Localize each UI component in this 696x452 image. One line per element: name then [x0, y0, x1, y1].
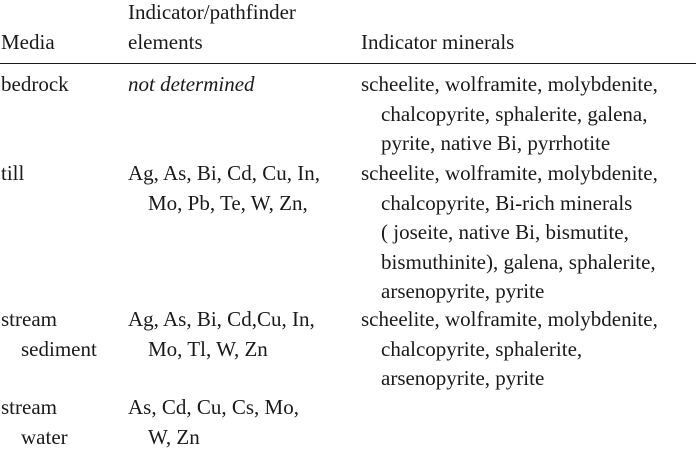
minerals-line: scheelite, wolframite, molybdenite,: [361, 159, 696, 189]
media-line: till: [1, 159, 121, 189]
minerals-line: ( joseite, native Bi, bismutite,: [361, 218, 696, 248]
elements-cell: [128, 70, 354, 100]
media-line: stream: [1, 393, 121, 423]
minerals-cell: [361, 159, 696, 307]
elements-line: not determined: [128, 70, 354, 100]
minerals-line: scheelite, wolframite, molybdenite,: [361, 70, 696, 100]
minerals-cell: [361, 70, 696, 159]
minerals-line: pyrite, native Bi, pyrrhotite: [361, 129, 696, 159]
header-elements: [128, 0, 354, 57]
minerals-line: chalcopyrite, sphalerite,: [361, 335, 696, 365]
media-cell: [1, 70, 121, 100]
elements-line: Mo, Tl, W, Zn: [128, 335, 354, 365]
header-divider: [0, 63, 696, 64]
minerals-line: scheelite, wolframite, molybdenite,: [361, 305, 696, 335]
elements-line: W, Zn: [128, 423, 354, 452]
elements-line: Ag, As, Bi, Cd,Cu, In,: [128, 305, 354, 335]
header-media: Media: [1, 28, 121, 58]
elements-line: Mo, Pb, Te, W, Zn,: [128, 189, 354, 219]
elements-cell: [128, 159, 354, 218]
header-elements-line: elements: [128, 28, 354, 58]
minerals-cell: [361, 305, 696, 394]
media-cell: [1, 393, 121, 452]
media-line: water: [1, 423, 121, 452]
minerals-line: arsenopyrite, pyrite: [361, 364, 696, 394]
media-cell: [1, 159, 121, 189]
header-minerals: Indicator minerals: [361, 28, 696, 58]
minerals-line: chalcopyrite, sphalerite, galena,: [361, 100, 696, 130]
minerals-line: arsenopyrite, pyrite: [361, 277, 696, 307]
header-elements-line: Indicator/pathfinder: [128, 0, 354, 28]
elements-line: Ag, As, Bi, Cd, Cu, In,: [128, 159, 354, 189]
elements-cell: [128, 305, 354, 364]
table-header: [0, 0, 696, 60]
media-line: sediment: [1, 335, 121, 365]
media-line: bedrock: [1, 70, 121, 100]
media-cell: [1, 305, 121, 364]
elements-line: As, Cd, Cu, Cs, Mo,: [128, 393, 354, 423]
elements-cell: [128, 393, 354, 452]
minerals-line: bismuthinite), galena, sphalerite,: [361, 248, 696, 278]
minerals-line: chalcopyrite, Bi-rich minerals: [361, 189, 696, 219]
media-line: stream: [1, 305, 121, 335]
